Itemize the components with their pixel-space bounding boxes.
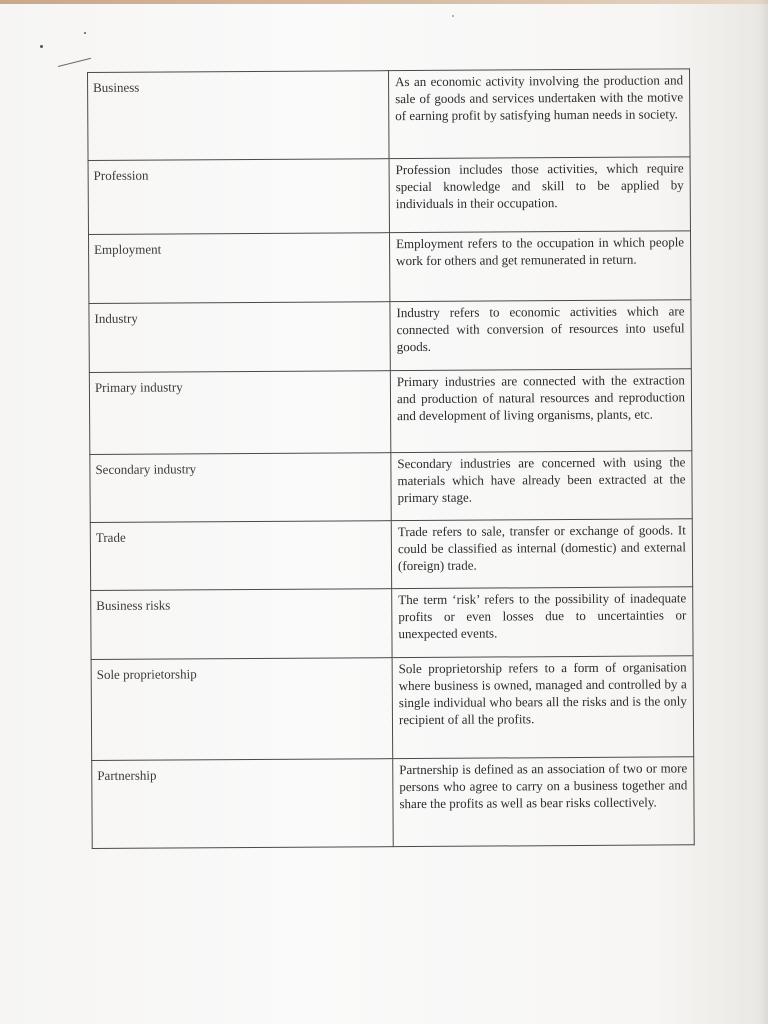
ink-speck	[84, 32, 86, 34]
term-cell	[90, 453, 391, 523]
table-row	[91, 587, 693, 660]
term-cell	[88, 159, 389, 235]
term-secondary-industry: Secondary industry	[95, 461, 197, 477]
table-row	[88, 157, 690, 235]
definition-employment: Employment refers to the occupation in which people work for others and get remunerated in return.	[396, 234, 685, 269]
definition-primary-industry: Primary industries are connected with the extraction and production of natural resources and reproduction and development of living organisms, plants, etc.	[396, 372, 686, 424]
term-primary-industry: Primary industry	[94, 379, 183, 395]
term-employment: Employment	[94, 241, 162, 257]
term-cell	[89, 371, 390, 455]
definition-business: As an economic activity involving the production and sale of goods and services undertaken with the motive of earning profit by satisfying human needs in society.	[395, 72, 684, 124]
term-trade: Trade	[95, 529, 126, 545]
term-cell	[92, 759, 394, 849]
table-row	[89, 369, 691, 455]
definition-trade: Trade refers to sale, transfer or exchange of goods. It could be classified as internal (domestic) and external (foreign) trade.	[397, 522, 686, 574]
term-business: Business	[93, 79, 140, 95]
term-cell	[91, 658, 393, 761]
table-row	[90, 519, 692, 591]
paper-right-shadow	[758, 0, 768, 1024]
table-row	[92, 757, 695, 849]
definition-partnership: Partnership is defined as an association of two or more persons who agree to carry on a business together and share the profits as well as bear risks collectively.	[399, 760, 688, 812]
definition-cell	[389, 157, 690, 233]
definition-business-risks: The term ‘risk’ refers to the possibility of inadequate profits or even losses due to uncertainties or unexpected events.	[398, 590, 687, 642]
definition-secondary-industry: Secondary industries are concerned with using the materials which have already been extracted at the primary stage.	[397, 454, 686, 506]
definition-cell	[389, 231, 690, 302]
definition-cell	[391, 451, 692, 521]
term-cell	[90, 521, 391, 591]
term-cell	[89, 302, 390, 373]
term-profession: Profession	[93, 167, 149, 183]
definition-sole-proprietorship: Sole proprietorship refers to a form of organisation where business is owned, managed and controlled by a single individual who bears all the risks and is the only recipient of all the profits.	[398, 659, 687, 728]
ink-speck	[40, 45, 43, 48]
definition-cell	[388, 69, 690, 159]
term-industry: Industry	[94, 310, 138, 326]
ink-speck	[452, 15, 454, 17]
table-row	[88, 231, 690, 304]
term-business-risks: Business risks	[96, 597, 171, 613]
term-cell	[88, 233, 389, 304]
pen-mark	[58, 58, 91, 67]
paper-top-edge	[0, 0, 768, 4]
term-sole-proprietorship: Sole proprietorship	[96, 666, 197, 682]
definition-profession: Profession includes those activities, which require special knowledge and skill to be applied by individuals in their occupation.	[395, 160, 684, 212]
term-partnership: Partnership	[97, 767, 157, 783]
definition-cell	[392, 656, 694, 759]
definitions-table	[87, 68, 695, 849]
definition-industry: Industry refers to economic activities which are connected with conversion of resources into useful goods.	[396, 303, 685, 355]
table-row	[89, 300, 691, 373]
table-row	[91, 656, 694, 761]
term-cell	[88, 71, 390, 161]
definition-cell	[390, 300, 691, 371]
definition-cell	[393, 757, 695, 847]
table-row	[90, 451, 692, 523]
definition-cell	[392, 587, 693, 658]
definition-cell	[390, 369, 691, 453]
definition-cell	[391, 519, 692, 589]
table-row	[88, 69, 691, 161]
term-cell	[91, 589, 392, 660]
